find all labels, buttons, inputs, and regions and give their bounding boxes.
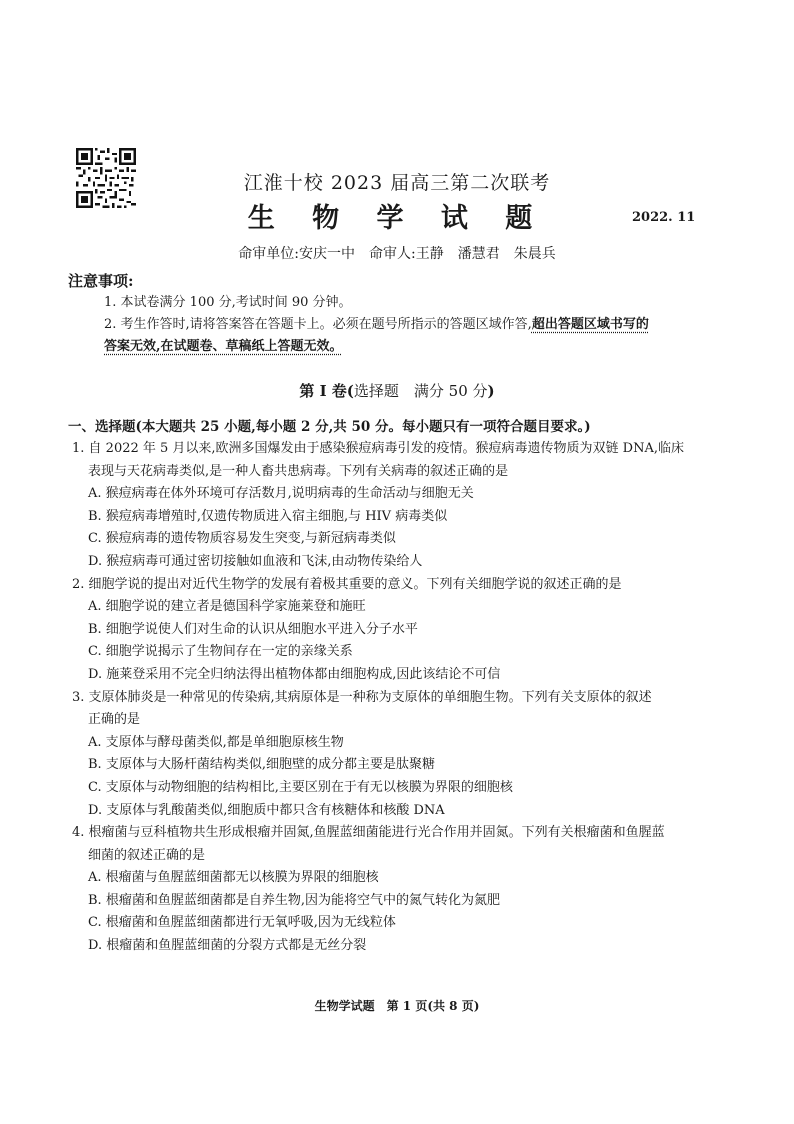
part-title: 一、选择题(本大题共 25 小题,每小题 2 分,共 50 分。每小题只有一项符合题目要求。) (68, 419, 591, 435)
option-c: C. 支原体与动物细胞的结构相比,主要区别在于有无以核膜为界限的细胞核 (88, 779, 513, 795)
option-c: C. 根瘤菌和鱼腥蓝细菌都进行无氧呼吸,因为无线粒体 (88, 915, 396, 931)
option-d: D. 猴痘病毒可通过密切接触如血液和飞沫,由动物传染给人 (88, 553, 423, 569)
notice-item-1: 1. 本试卷满分 100 分,考试时间 90 分钟。 (104, 295, 352, 310)
notice-item-2-text: 2. 考生作答时,请将答案答在答题卡上。必须在题号所指示的答题区域作答, (104, 317, 532, 332)
option-b: B. 支原体与大肠杆菌结构类似,细胞壁的成分都主要是肽聚糖 (88, 757, 435, 773)
question-stem: 2. 细胞学说的提出对近代生物学的发展有着极其重要的意义。下列有关细胞学说的叙述正确的是 (72, 576, 622, 592)
option-b: B. 细胞学说使人们对生命的认识从细胞水平进入分子水平 (88, 621, 418, 637)
option-b: B. 根瘤菌和鱼腥蓝细菌都是自养生物,因为能将空气中的氮气转化为氮肥 (88, 892, 500, 908)
question-list (72, 438, 722, 958)
option-a: A. 猴痘病毒在体外环境可存活数月,说明病毒的生命活动与细胞无关 (88, 486, 474, 502)
option-d: D. 支原体与乳酸菌类似,细胞质中都只含有核糖体和核酸 DNA (88, 802, 445, 818)
authors-line: 命审单位:安庆一中 命审人:王静 潘慧君 朱晨兵 (238, 246, 556, 262)
section-title-close: ) (487, 382, 495, 400)
notice-item-2-emphasis-2: 答案无效,在试题卷、草稿纸上答题无效。 (104, 339, 343, 354)
question-stem: 4. 根瘤菌与豆科植物共生形成根瘤并固氮,鱼腥蓝细菌能进行光合作用并固氮。下列有关根瘤菌和鱼腥蓝 (72, 825, 665, 841)
notice-title: 注意事项: (68, 272, 134, 290)
option-d: D. 根瘤菌和鱼腥蓝细菌的分裂方式都是无丝分裂 (88, 938, 367, 954)
notice-item-2-emphasis-1: 超出答题区域书写的 (531, 317, 649, 332)
option-a: A. 细胞学说的建立者是德国科学家施莱登和施旺 (88, 599, 366, 615)
question-stem: 1. 自 2022 年 5 月以来,欧洲多国爆发由于感染猴痘病毒引发的疫情。猴痘病毒遗传物质为双链 DNA,临床 (72, 441, 685, 456)
section-title-sub: 选择题 满分 50 分 (353, 382, 488, 400)
option-a: A. 根瘤菌与鱼腥蓝细菌都无以核膜为界限的细胞核 (88, 870, 379, 886)
notice-item-2-cont (104, 336, 724, 358)
exam-date: 2022. 11 (632, 210, 696, 225)
exam-series-title: 江淮十校 2023 届高三第二次联考 (243, 172, 551, 194)
section-title (0, 380, 794, 401)
question-3 (72, 687, 722, 823)
option-c: C. 细胞学说揭示了生物间存在一定的亲缘关系 (88, 644, 353, 660)
option-d: D. 施莱登采用不完全归纳法得出植物体都由细胞构成,因此该结论不可信 (88, 666, 501, 682)
notice-item-2 (104, 314, 724, 336)
notice-list (104, 292, 724, 358)
question-stem-cont: 表现与天花病毒类似,是一种人畜共患病毒。下列有关病毒的叙述正确的是 (88, 463, 509, 479)
page-footer: 生物学试题 第 1 页(共 8 页) (314, 999, 480, 1013)
question-2 (72, 574, 722, 687)
question-stem: 3. 支原体肺炎是一种常见的传染病,其病原体是一种称为支原体的单细胞生物。下列有关支原体的叙述 (72, 689, 652, 705)
question-1 (72, 438, 722, 574)
option-b: B. 猴痘病毒增殖时,仅遗传物质进入宿主细胞,与 HIV 病毒类似 (88, 508, 448, 524)
question-stem-cont: 细菌的叙述正确的是 (88, 847, 206, 863)
page-title: 生 物 学 试 题 (247, 203, 547, 234)
question-4 (72, 822, 722, 958)
option-c: C. 猴痘病毒的遗传物质容易发生突变,与新冠病毒类似 (88, 531, 396, 547)
option-a: A. 支原体与酵母菌类似,都是单细胞原核生物 (88, 734, 344, 750)
section-title-main: 第 I 卷( (299, 382, 354, 400)
question-stem-cont: 正确的是 (88, 712, 141, 728)
